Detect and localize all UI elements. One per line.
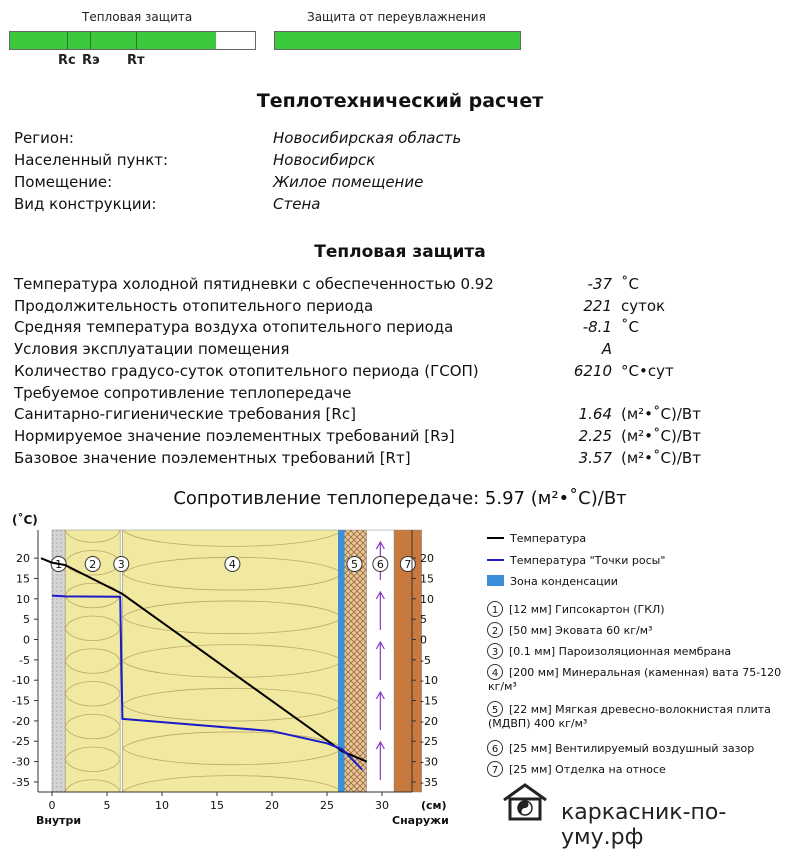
legend-layer-text: [200 мм] Минеральная (каменная) вата 75-120: [509, 666, 782, 679]
info-value: Стена: [273, 195, 321, 213]
y-tick-label-right: -30: [420, 755, 438, 769]
y-tick-label: -15: [12, 694, 30, 708]
section-title: Тепловая защита: [314, 242, 486, 262]
info-label: Помещение:: [14, 173, 113, 191]
y-tick-label: 20: [16, 552, 30, 566]
legend-layer-number: 3: [491, 647, 499, 658]
x-tick-label: 5: [103, 799, 111, 812]
x-tick-label: 25: [320, 799, 334, 812]
legend-layer-text: [25 мм] Отделка на относе: [509, 763, 666, 776]
x-tick-label: 15: [210, 799, 224, 812]
info-value: Новосибирск: [273, 151, 376, 169]
param-value: -37: [587, 275, 612, 293]
param-label: Средняя температура воздуха отопительного периода: [14, 318, 454, 337]
param-value: А: [601, 340, 612, 359]
x-axis-label: (см): [421, 799, 447, 812]
legend-layer-text: [12 мм] Гипсокартон (ГКЛ): [509, 603, 665, 616]
param-label: Санитарно-гигиенические требования [Rс]: [14, 405, 356, 424]
legend-layer-text-cont: (МДВП) 400 кг/м³: [488, 717, 588, 730]
x-tick-label: 10: [155, 799, 169, 812]
y-tick-label: -20: [12, 714, 30, 728]
y-tick-label-right: 5: [420, 613, 427, 627]
y-tick-label-right: 15: [420, 572, 434, 586]
legend-layer-number: 5: [491, 705, 499, 716]
legend-swatch: [487, 575, 504, 586]
param-label: Нормируемое значение поэлементных требований [Rэ]: [14, 426, 455, 445]
y-tick-label: -10: [12, 674, 30, 688]
re-marker-label: Rэ: [82, 53, 100, 68]
y-tick-label-right: -20: [420, 714, 438, 728]
y-tick-label-right: 0: [420, 633, 427, 647]
y-tick-label-right: -5: [420, 653, 431, 667]
info-value: Новосибирская область: [273, 129, 462, 147]
x-tick-label: 20: [265, 799, 279, 812]
param-unit: (м²•˚С)/Вт: [621, 405, 701, 424]
param-unit: ˚С: [621, 318, 639, 337]
param-unit: суток: [621, 296, 666, 315]
y-tick-label: -35: [12, 775, 30, 789]
legend-label: Зона конденсации: [510, 575, 618, 588]
y-tick-label-right: -15: [420, 694, 438, 708]
legend-layer-text: [22 мм] Мягкая древесно-волокнистая плита: [509, 703, 771, 716]
legend-label: Температура "Точки росы": [510, 554, 666, 567]
info-value: Жилое помещение: [273, 173, 424, 191]
layer-number: 7: [404, 558, 412, 571]
y-tick-label: 5: [23, 613, 30, 627]
y-axis-label: (˚С): [12, 513, 38, 527]
temperature-chart: [0, 510, 790, 828]
param-label: Продолжительность отопительного периода: [14, 296, 374, 315]
inside-label: Внутри: [36, 814, 82, 827]
y-tick-label-right: 20: [420, 552, 434, 566]
re-marker: [90, 32, 91, 49]
param-label: Температура холодной пятидневки с обеспеченностью 0.92: [14, 275, 494, 293]
y-tick-label-right: -10: [420, 674, 438, 688]
param-label: Количество градусо-суток отопительного периода (ГСОП): [14, 361, 479, 380]
param-unit: (м²•˚С)/Вт: [621, 426, 701, 445]
param-value: 3.57: [578, 448, 612, 467]
layer-number: 3: [117, 558, 125, 571]
layer-number: 4: [228, 558, 236, 571]
outside-label: Снаружи: [392, 814, 449, 827]
house-logo-icon: [500, 782, 550, 822]
legend-layer-number: 7: [491, 765, 499, 776]
y-tick-label-right: 10: [420, 592, 434, 606]
legend-layer-number: 1: [491, 605, 499, 616]
info-label: Вид конструкции:: [14, 195, 157, 213]
layer-number: 2: [89, 558, 97, 571]
resistance-result: Сопротивление теплопередаче: 5.97 (м²•˚С)/Вт: [173, 488, 627, 509]
rt-marker-label: Rт: [127, 53, 145, 68]
y-tick-label: 0: [23, 633, 30, 647]
thermal-protection-fill: [10, 32, 216, 49]
site-logo-text: каркасник-по-уму.рф: [561, 800, 727, 850]
y-tick-label-right: -35: [420, 775, 438, 789]
legend-layer-number: 2: [491, 626, 499, 637]
legend-layer-text: [0.1 мм] Пароизоляционная мембрана: [509, 645, 732, 658]
legend-layer-number: 6: [491, 744, 499, 755]
info-label: Населенный пункт:: [14, 151, 169, 169]
legend-layer-text-cont: кг/м³: [488, 680, 517, 693]
y-tick-label: 10: [16, 592, 30, 606]
y-tick-label: -25: [12, 735, 30, 749]
thermal-protection-label: Тепловая защита: [82, 10, 193, 24]
thermal-protection-bar: [9, 31, 256, 50]
param-value: 1.64: [578, 405, 612, 424]
legend-layer-text: [50 мм] Эковата 60 кг/м³: [509, 624, 653, 637]
page-title: Теплотехнический расчет: [256, 90, 544, 112]
param-label: Базовое значение поэлементных требований [Rт]: [14, 448, 411, 467]
moisture-protection-label: Защита от переувлажнения: [307, 10, 486, 24]
legend-layer-text: [25 мм] Вентилируемый воздушный зазор: [509, 742, 755, 755]
param-value: -8.1: [582, 318, 612, 337]
y-tick-label: -30: [12, 755, 30, 769]
x-tick-label: 0: [48, 799, 56, 812]
y-tick-label: -5: [19, 653, 30, 667]
rt-marker: [136, 32, 137, 49]
moisture-protection-bar: [274, 31, 521, 50]
param-unit: ˚С: [621, 275, 639, 293]
layer-number: 5: [351, 558, 358, 571]
y-tick-label: 15: [16, 572, 30, 586]
param-value: 2.25: [578, 426, 612, 445]
param-value: 6210: [573, 361, 612, 380]
param-label: Условия эксплуатации помещения: [14, 340, 290, 359]
x-tick-label: 30: [375, 799, 389, 812]
layer-number: 6: [376, 558, 384, 571]
moisture-protection-fill: [275, 32, 520, 49]
legend-layer-number: 4: [491, 668, 499, 679]
rc-marker: [67, 32, 68, 49]
param-label: Требуемое сопротивление теплопередаче: [14, 383, 352, 402]
legend-label: Температура: [510, 532, 587, 545]
param-unit: (м²•˚С)/Вт: [621, 448, 701, 467]
y-tick-label-right: -25: [420, 735, 438, 749]
param-value: 221: [583, 296, 612, 315]
rc-marker-label: Rc: [58, 53, 76, 68]
layer-number: 1: [55, 558, 63, 571]
param-unit: °С•сут: [621, 361, 674, 380]
info-label: Регион:: [14, 129, 74, 147]
